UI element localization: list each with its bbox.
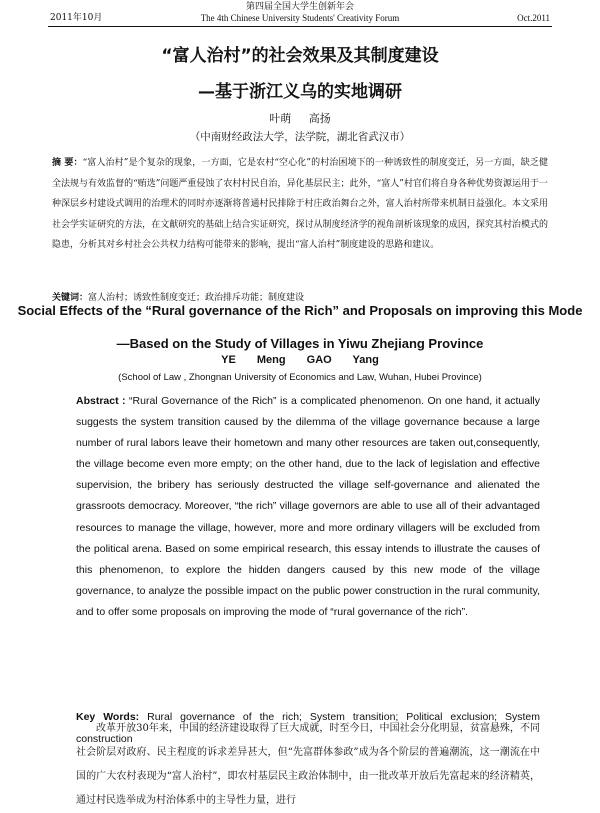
keywords-en-text: Rural governance of the rich; System transition; Political exclusion; System construction xyxy=(76,711,541,745)
authors-en: YE Meng GAO Yang xyxy=(221,354,379,366)
running-header-date-en: Oct.2011 xyxy=(517,13,550,23)
abstract-cn-text: “富人治村”是个复杂的现象，一方面，它是农村“空心化”的村治困境下的一种诱致性的制度变迁，另一方面，缺乏健全法规与有效监督的“贿选”问题严重侵蚀了农村村民自治，异化基层民主；此外，“富人”村官们将自身各种优势资源运用于一种深层乡村建设式调用的治理术的同时亦逐渐将普通村民排除于村庄政治舞台之外，富人治村所带来机制日益强化。本文采用社会学实证研究的方法，在文献研究的基础上结合实证研究，探讨从制度经济学的视角剖析该现象的成因，探究其村治模式的隐患，分析其对乡村社会公共权力结构可能带来的影响，提出“富人治村”制度建设的思路和建议。 xyxy=(52,158,548,250)
abstract-cn xyxy=(52,153,548,256)
keywords-cn-text: 富人治村；诱致性制度变迁；政治排斥功能；制度建设 xyxy=(88,293,305,303)
abstract-en-label: Abstract : xyxy=(76,395,126,407)
authors-cn: 叶萌 高扬 xyxy=(269,112,331,125)
paper-title-cn: “富人治村”的社会效果及其制度建设 xyxy=(161,46,439,66)
affiliation-en: (School of Law , Zhongnan University of Economics and Law, Wuhan, Hubei Province) xyxy=(118,372,482,383)
abstract-en-text: “Rural Governance of the Rich” is a complicated phenomenon. On one hand, it actually suggests the system transition caused by the dilemma of the village governance because a large number of rural labors leave their hometown and many other resources are taken out,consequently, the village become even more empty; on the other hand, due to the lack of legislation and effective supervision, the bribery has seriously destructed the village self-governance and alienated the grassroots democracy. Moreover, “the rich” village governors are able to use all of their advantaged resources to manage the village, however, more and more ordinary villagers will be excluded from the political arena. Based on some empirical research, this essay intends to illustrate the causes of this phenomenon, to explore the hidden dangers caused by this new mode of the village governance, to analyze the possible impact on the public power construction in the rural community, and to offer some proposals on improving the mode of “rural governance of the rich”. xyxy=(76,395,540,618)
keywords-en-label: Key Words: xyxy=(76,711,140,723)
running-header-date-cn: 2011年10月 xyxy=(50,13,103,23)
body-paragraph: 改革开放30年来，中国的经济建设取得了巨大成就，时至今日，中国社会分化明显，贫富悬殊，不同社会阶层对政府、民主程度的诉求差异甚大，但“先富群体参政”成为各个阶层的普遍潮流，这一潮流在中国的广大农村表现为“富人治村”，即农村基层民主政治体制中，由一批改革开放后先富起来的经济精英，通过村民选举成为村治体系中的主导性力量，进行 xyxy=(76,723,540,806)
abstract-en xyxy=(76,391,540,623)
affiliation-cn: （中南财经政法大学，法学院，湖北省武汉市） xyxy=(189,131,411,143)
abstract-cn-label: 摘 要： xyxy=(52,158,83,168)
header-rule xyxy=(48,26,552,27)
paper-title-en: Social Effects of the “Rural governance of the Rich” and Proposals on improving this Mode xyxy=(17,303,583,318)
running-header-conference-cn: 第四届全国大学生创新年会 xyxy=(245,2,354,12)
running-header-conference-en: The 4th Chinese University Students' Creativity Forum xyxy=(200,13,400,23)
paper-subtitle-en: —Based on the Study of Villages in Yiwu Zhejiang Province xyxy=(116,336,484,351)
keywords-cn-label: 关键词： xyxy=(52,293,89,303)
paper-subtitle-cn: —基于浙江义乌的实地调研 xyxy=(198,82,402,102)
